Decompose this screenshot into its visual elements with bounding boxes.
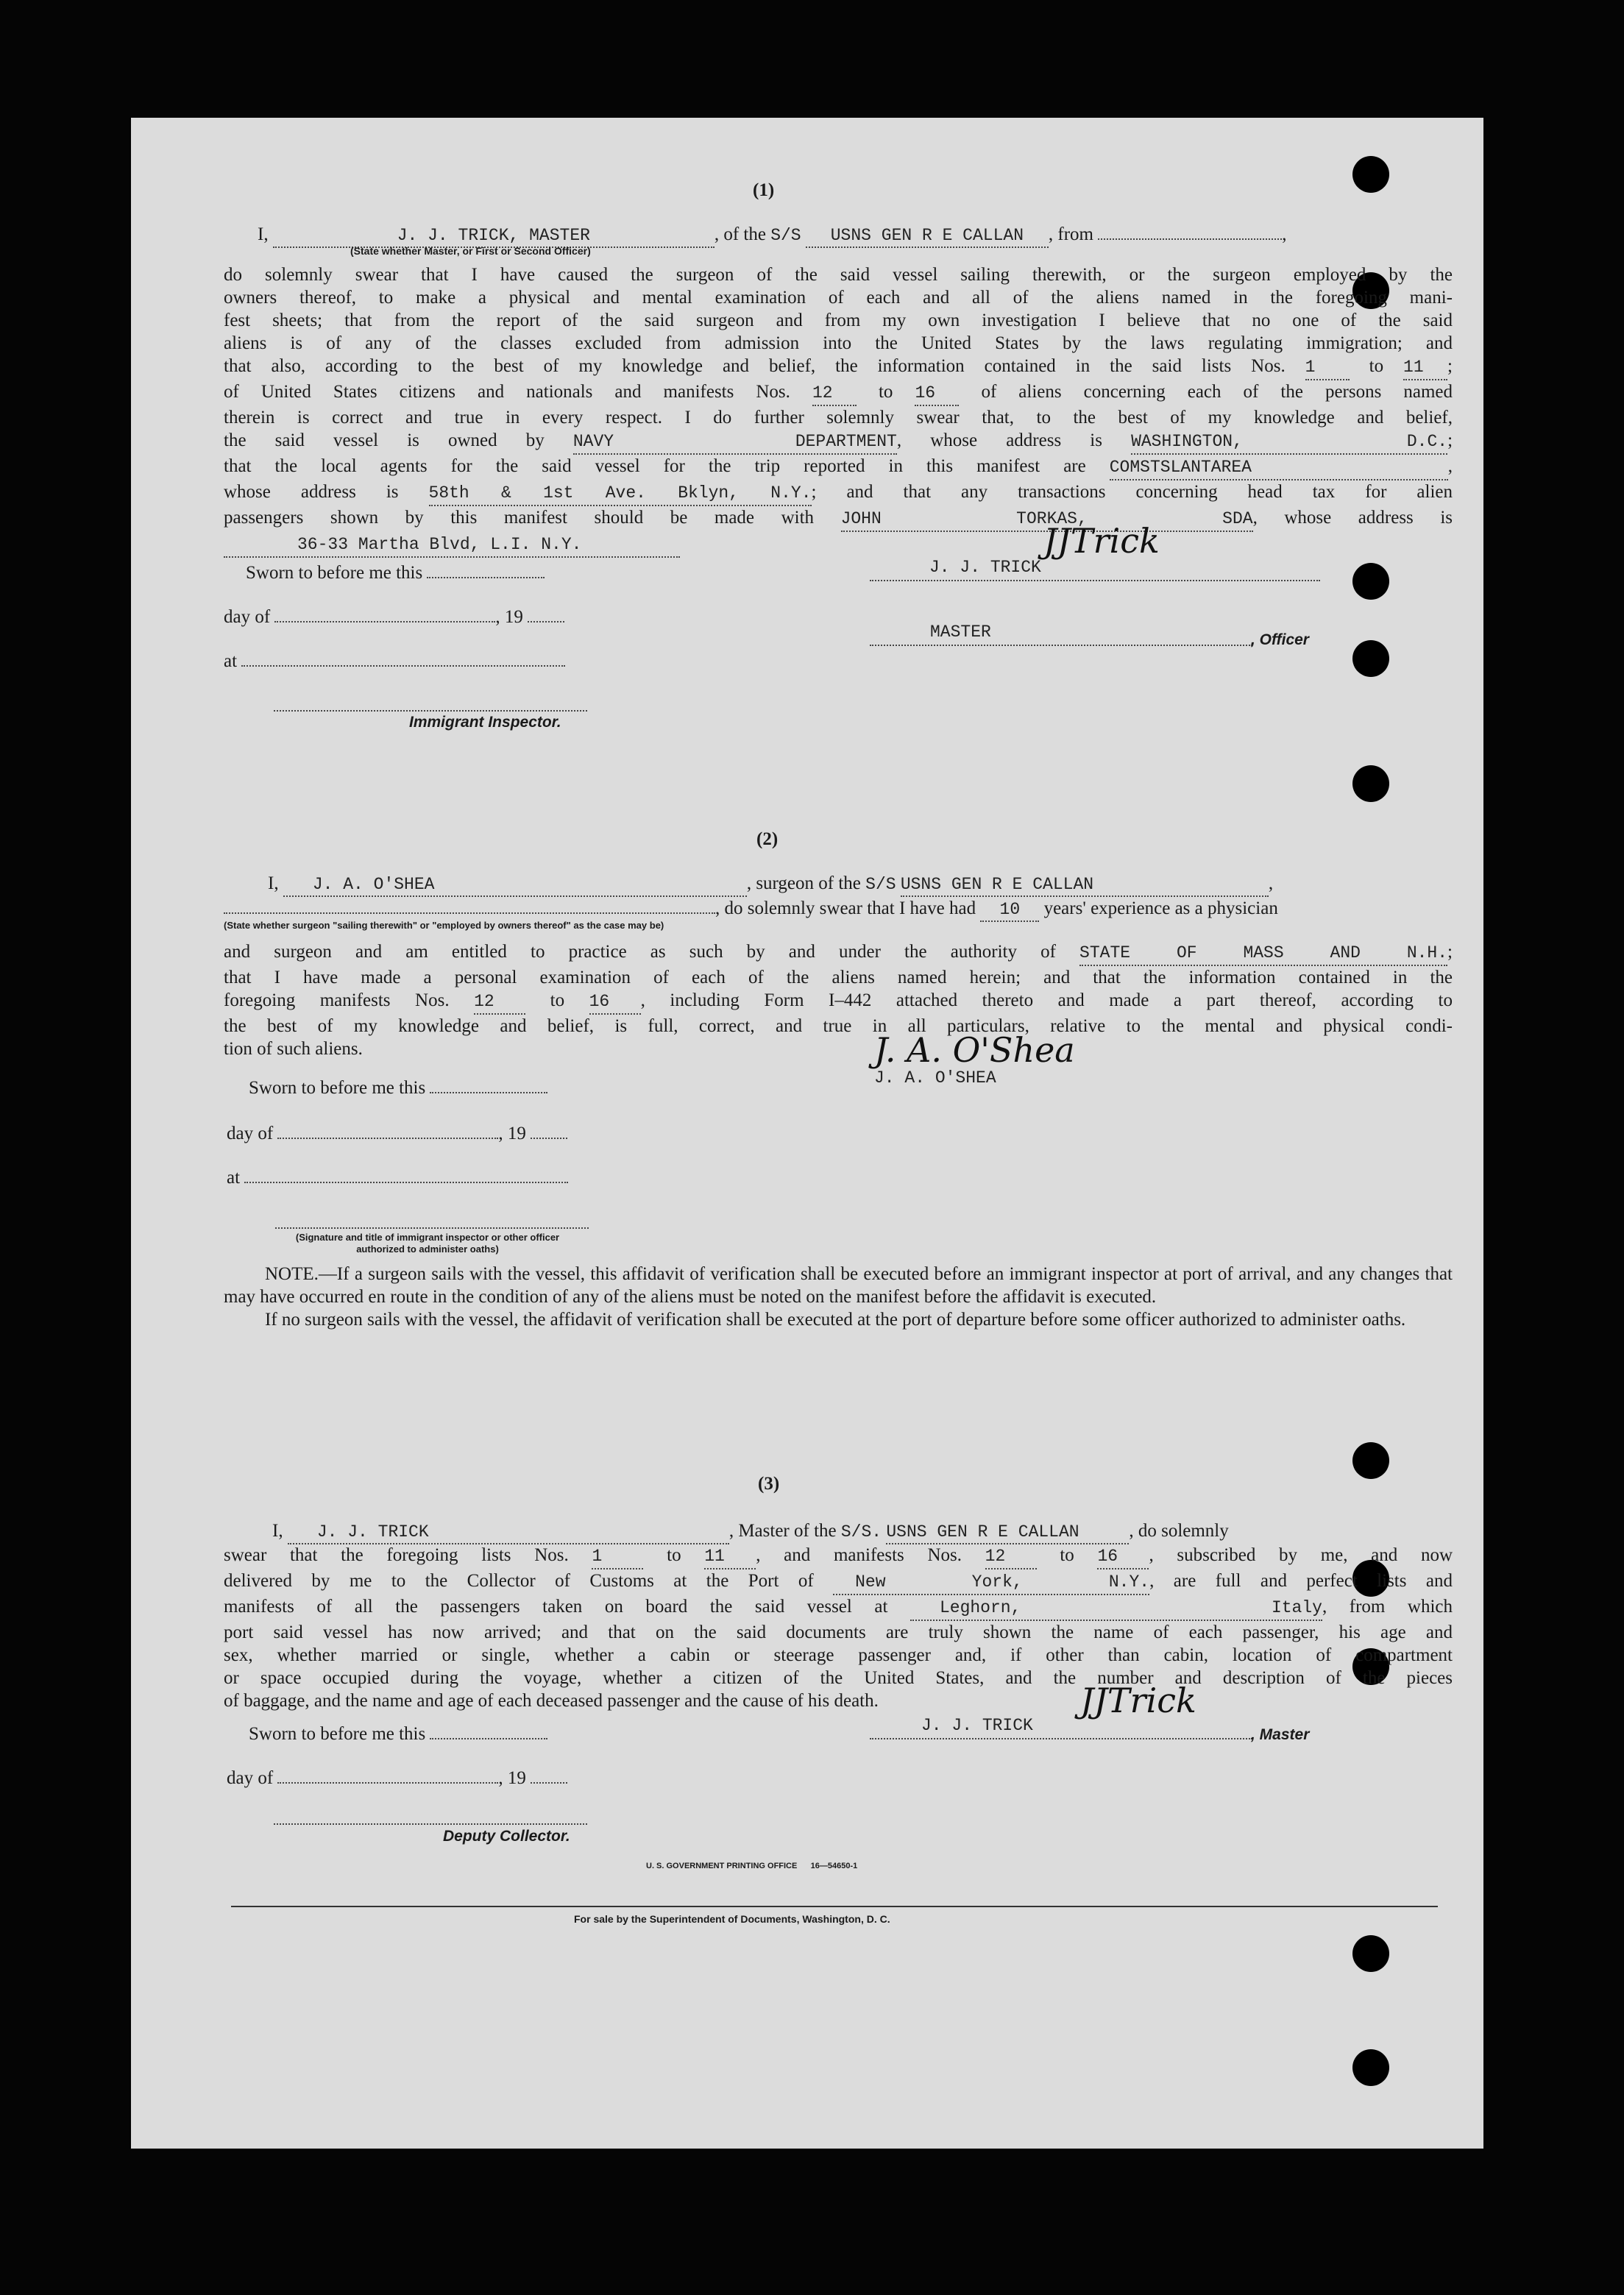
- section-2-body: and surgeon and am entitled to practice as such by and under the authority of STATE OF MASS AND N.H.; that I have made a personal examination of each of the aliens named herein; and that the information contained in the foregoing manifests Nos. 12 to 16 , including Form I–442 attached thereto and made a part thereof, according to the best of my knowledge and belief, is full, correct, and true in all particulars, relative to the mental and physical condi- tion of such aliens.: [224, 942, 1453, 1059]
- s1-list-to: 11: [1403, 358, 1424, 377]
- s3-port: New York, N.Y.: [855, 1572, 1150, 1592]
- s2-year-label: 19: [507, 1124, 526, 1143]
- s1-master-name: J. J. TRICK, MASTER: [397, 226, 590, 245]
- section-1-body: do solemnly swear that I have caused the surgeon of the said vessel sailing therewith, or the surgeon employed by the owners thereof, to make a physical and mental examination of each and all of the aliens named in the foregoing mani- fest sheets; that from the report of the said surgeon and from my own investigation I believe that no one of the said aliens is of any of the classes excluded from admission into the United States by the laws regulating immigration; and that also, according to the best of my knowledge and belief, the information contained in the said lists Nos. 1 to 11 ; of United States citizens and nationals and manifests Nos. 12 to 16 of aliens concerning each of the persons named therein is correct and true in every respect. I do further solemnly swear that, to the best of my knowledge and belief, the said vessel is owned by NAVY DEPARTMENT, whose address is WASHINGTON, D.C.; that the local agents for the said vessel for the trip reported in this manifest are COMSTSLANTAREA , whose address is 58th & 1st Ave. Bklyn, N.Y.; and that any transactions concerning head tax for alien passengers shown by this manifest should be made with JOHN TORKAS, SDA, whose address is 36-33 Martha Blvd, L.I. N.Y.: [224, 263, 1453, 558]
- s3-departure-port: Leghorn, Italy: [939, 1598, 1322, 1617]
- s1-inspector-label: Immigrant Inspector.: [409, 714, 561, 731]
- s3-collector-label: Deputy Collector.: [443, 1828, 570, 1845]
- sale-notice: For sale by the Superintendent of Documents, Washington, D. C.: [574, 1913, 890, 1925]
- s3-manifest-from: 12: [985, 1547, 1006, 1566]
- s2-manifest-from: 12: [474, 992, 494, 1011]
- s2-note-text: NOTE.—If a surgeon sails with the vessel, this affidavit of verification shall be executed before an immigrant inspector at port of arrival, and any changes that may have occurred en route in the condition of any of the aliens must be noted on the manifest before the affidavit is executed.: [224, 1264, 1453, 1307]
- s2-day-label: day of: [227, 1124, 274, 1143]
- s1-list-from: 1: [1305, 358, 1316, 377]
- s1-line-1: I, J. J. TRICK, MASTER , of the S/S USNS GEN R E CALLAN , from ,: [258, 222, 1453, 248]
- punch-hole: [1352, 1442, 1389, 1479]
- s2-sworn-label: Sworn to before me this: [249, 1078, 426, 1098]
- s2-line-2: , do solemnly swear that I have had 10 years' experience as a physician: [224, 896, 1453, 922]
- s3-list-from: 1: [592, 1547, 603, 1566]
- s2-at: [227, 1166, 568, 1189]
- s2-vessel-prefix: S/S: [865, 875, 896, 894]
- punch-hole: [1352, 765, 1389, 802]
- punch-hole: [1352, 563, 1389, 600]
- s1-at-label: at: [224, 651, 238, 671]
- s1-sworn-label: Sworn to before me this: [246, 563, 423, 583]
- s1-vessel-prefix: S/S: [770, 226, 801, 245]
- s2-sworn: [249, 1076, 547, 1099]
- s1-owner: NAVY DEPARTMENT: [572, 432, 897, 451]
- s1-inspector-line: [274, 710, 587, 712]
- s2-years: 10: [999, 900, 1021, 919]
- s2-note: [224, 1263, 1453, 1331]
- s2-officer-line: [275, 1227, 589, 1229]
- s3-line-1: I, J. J. TRICK , Master of the S/S. USNS GEN R E CALLAN , do solemnly: [272, 1520, 1453, 1544]
- s3-day: day of , 19: [227, 1766, 567, 1789]
- punch-hole: [1352, 2049, 1389, 2086]
- s1-signature: JJTrick: [1043, 521, 1160, 561]
- s1-year-label: 19: [504, 607, 523, 627]
- s1-vessel-name: USNS GEN R E CALLAN: [830, 226, 1024, 245]
- section-3-number: (3): [758, 1474, 780, 1494]
- s3-master-name: J. J. TRICK: [316, 1522, 429, 1542]
- section-1-number: (1): [753, 180, 775, 200]
- s3-day-label: day of: [227, 1768, 274, 1788]
- s1-head-tax-address: 36-33 Martha Blvd, L.I. N.Y.: [297, 535, 582, 554]
- s3-vessel-prefix: S/S.: [840, 1522, 882, 1542]
- s1-owner-address: WASHINGTON, D.C.: [1131, 432, 1448, 451]
- s1-title-line: [870, 645, 1252, 646]
- s3-sworn: [249, 1722, 547, 1745]
- s1-signer-typed: J. J. TRICK: [929, 558, 1041, 577]
- s3-sworn-label: Sworn to before me this: [249, 1724, 426, 1744]
- section-2-number: (2): [756, 829, 779, 849]
- s2-officer-caption: (Signature and title of immigrant inspector or other officer authorized to administer oaths): [295, 1232, 560, 1255]
- section-3-body: swear that the foregoing lists Nos. 1 to 11 , and manifests Nos. 12 to 16 , subscribed by me, and now delivered by me to the Collector of Customs at the Port of New York, N.Y., are full and perfect lists and manifests of all the passengers taken on board the said vessel at Leghorn, Italy, from which port said vessel has now arrived; and that on the said documents are truly shown the name of each passenger, his age and sex, whether married or single, whether a cabin or steerage passenger and, if other than cabin, location of compartment or space occupied during the voyage, whether a citizen of the United States, and the number and description of the pieces of baggage, and the name and age of each deceased passenger and the cause of his death.: [224, 1545, 1453, 1711]
- s1-manifest-to: 16: [915, 383, 936, 402]
- s3-collector-line: [274, 1823, 587, 1825]
- s1-at: [224, 649, 565, 673]
- s2-surgeon-name: J. A. O'SHEA: [312, 875, 435, 894]
- s2-line-1: I, J. A. O'SHEA , surgeon of the S/S USNS GEN R E CALLAN ,: [268, 873, 1453, 897]
- s1-officer-label: , Officer: [1251, 631, 1309, 648]
- s2-manifest-to: 16: [589, 992, 610, 1011]
- s3-signer-line: [870, 1738, 1252, 1739]
- s3-year-label: 19: [507, 1768, 526, 1788]
- s2-signer-typed: J. A. O'SHEA: [874, 1068, 996, 1088]
- s2-surgeon-caption: (State whether surgeon "sailing therewith" or "employed by owners thereof" as the case may be): [224, 920, 664, 931]
- footer-rule: [231, 1906, 1438, 1907]
- s1-day: day of , 19: [224, 605, 564, 628]
- gpo-imprint: U. S. GOVERNMENT PRINTING OFFICE 16—54650-1: [646, 1862, 858, 1870]
- s3-list-to: 11: [704, 1547, 725, 1566]
- s2-signature: J. A. O'Shea: [874, 1030, 1075, 1070]
- s1-master-caption: (State whether Master, or First or Second Officer): [350, 245, 591, 257]
- s2-authority: STATE OF MASS AND N.H.: [1079, 943, 1448, 962]
- s1-day-label: day of: [224, 607, 271, 627]
- punch-hole: [1352, 1935, 1389, 1972]
- s1-head-tax-agent: JOHN TORKAS, SDA: [840, 509, 1253, 528]
- s3-signer-typed: J. J. TRICK: [921, 1716, 1033, 1735]
- s3-master-label: , Master: [1251, 1726, 1310, 1743]
- s1-signer-line: [870, 580, 1320, 581]
- punch-hole: [1352, 640, 1389, 677]
- s2-day: day of , 19: [227, 1121, 567, 1145]
- s2-note2-text: If no surgeon sails with the vessel, the affidavit of verification shall be executed at the port of departure before some officer authorized to administer oaths.: [265, 1310, 1406, 1330]
- s3-vessel-name: USNS GEN R E CALLAN: [886, 1522, 1079, 1542]
- s2-at-label: at: [227, 1168, 241, 1188]
- s2-vessel-name: USNS GEN R E CALLAN: [900, 875, 1094, 894]
- s3-manifest-to: 16: [1097, 1547, 1118, 1566]
- s3-signature: JJTrick: [1080, 1681, 1196, 1720]
- s1-local-agents: COMSTSLANTAREA: [1109, 458, 1252, 477]
- form-sheet: [131, 118, 1483, 2149]
- s1-manifest-from: 12: [812, 383, 833, 402]
- s1-sworn: [246, 561, 545, 584]
- punch-hole: [1352, 156, 1389, 193]
- s1-agents-address: 58th & 1st Ave. Bklyn, N.Y.: [428, 483, 812, 503]
- s1-signer-title: MASTER: [930, 622, 991, 642]
